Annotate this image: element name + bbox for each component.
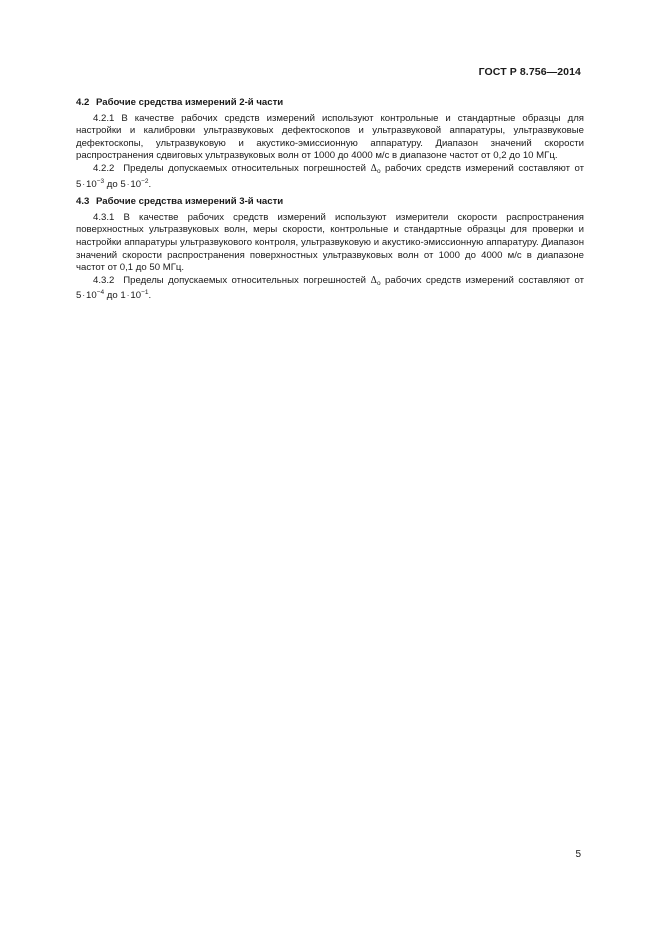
range-from-mantissa: 5 <box>76 178 82 190</box>
range-from-exponent: −4 <box>96 289 105 297</box>
section-heading-4-2 <box>76 97 584 110</box>
paragraph-text: Пределы допускаемых относительных погрешностей <box>123 162 367 174</box>
delta-subscript: о <box>376 167 381 175</box>
paragraph-text: В качестве рабочих средств измерений используют измерители скорости распространения поверхностных ультразвуковых волн, меры скорости, контрольные и стандартные образцы для проверки и настройки аппаратуры ультразвукового контроля, ультразвуковую и акустико-эмиссионную аппаратуру. Диапазон значений скорости распространения поверхностных ультразвуковых волн от 1000 до 4000 м/с в диапазоне частот от 0,1 до 50 МГц. <box>76 211 584 274</box>
times-symbol: · <box>126 291 130 301</box>
paragraph-number: 4.2.2 <box>93 162 115 174</box>
range-to-mantissa: 1 <box>120 290 126 302</box>
paragraph-number: 4.3.2 <box>93 274 115 286</box>
delta-subscript: о <box>376 279 381 287</box>
section-number: 4.2 <box>76 97 90 108</box>
paragraph-4-2-1 <box>76 113 584 163</box>
paragraph-text: В качестве рабочих средств измерений используют контрольные и стандартные образцы для настройки и калибровки ультразвуковых дефектоскопов и ультразвуковой аппаратуры, ультразвуковые дефектоскопы, ультразвуковую и акустико-эмиссионную аппаратуру. Диапазон значений скорости распространения сдвиговых ультразвуковых волн от 1000 до 4000 м/с в диапазоне частот от 0,2 до 10 МГц. <box>76 112 584 162</box>
paragraph-4-3-2: 4.3.2 Пределы допускаемых относительных погрешностей $\Delta_о$ рабочих средств измерений составляют от $5\cdot 10^{-4}$ до $1\cdot 10^{-1}$. <box>76 274 585 302</box>
section-title: Рабочие средства измерений 2-й части <box>96 97 284 108</box>
section-title: Рабочие средства измерений 3-й части <box>96 196 284 208</box>
page-number: 5 <box>575 849 581 860</box>
paragraph-4-2-2: 4.2.2 Пределы допускаемых относительных погрешностей $\Delta_о$ рабочих средств измерений составляют от $5\cdot 10^{-3}$ до $5\cdot 10^{-2}$. <box>76 162 585 190</box>
delta-symbol: Δ <box>370 163 377 174</box>
times-symbol: · <box>82 291 86 301</box>
paragraph-text: рабочих средств измерений составляют от <box>385 274 585 286</box>
range-base: 10 <box>86 178 97 190</box>
section-number: 4.3 <box>76 196 90 208</box>
range-base: 10 <box>130 290 142 302</box>
paragraph-4-3-1 <box>76 212 584 275</box>
times-symbol: · <box>126 179 130 189</box>
range-to-mantissa: 5 <box>120 178 126 190</box>
range-from-mantissa: 5 <box>76 290 82 302</box>
paragraph-text: рабочих средств измерений составляют от <box>385 162 585 174</box>
range-to-word: до <box>106 290 118 302</box>
paragraph-text: Пределы допускаемых относительных погрешностей <box>123 274 367 286</box>
range-to-exponent: −2 <box>141 177 149 185</box>
range-base: 10 <box>130 178 142 190</box>
range-to-word: до <box>106 178 118 190</box>
range-base: 10 <box>86 290 97 302</box>
paragraph-number: 4.2.1 <box>93 112 115 124</box>
times-symbol: · <box>82 179 86 189</box>
paragraph-number: 4.3.1 <box>93 211 115 223</box>
range-to-exponent: −1 <box>141 289 149 297</box>
section-heading-4-3 <box>76 196 584 209</box>
delta-symbol: Δ <box>370 275 377 286</box>
range-from-exponent: −3 <box>96 177 105 185</box>
document-code: ГОСТ Р 8.756—2014 <box>478 66 581 78</box>
document-body <box>76 97 584 303</box>
